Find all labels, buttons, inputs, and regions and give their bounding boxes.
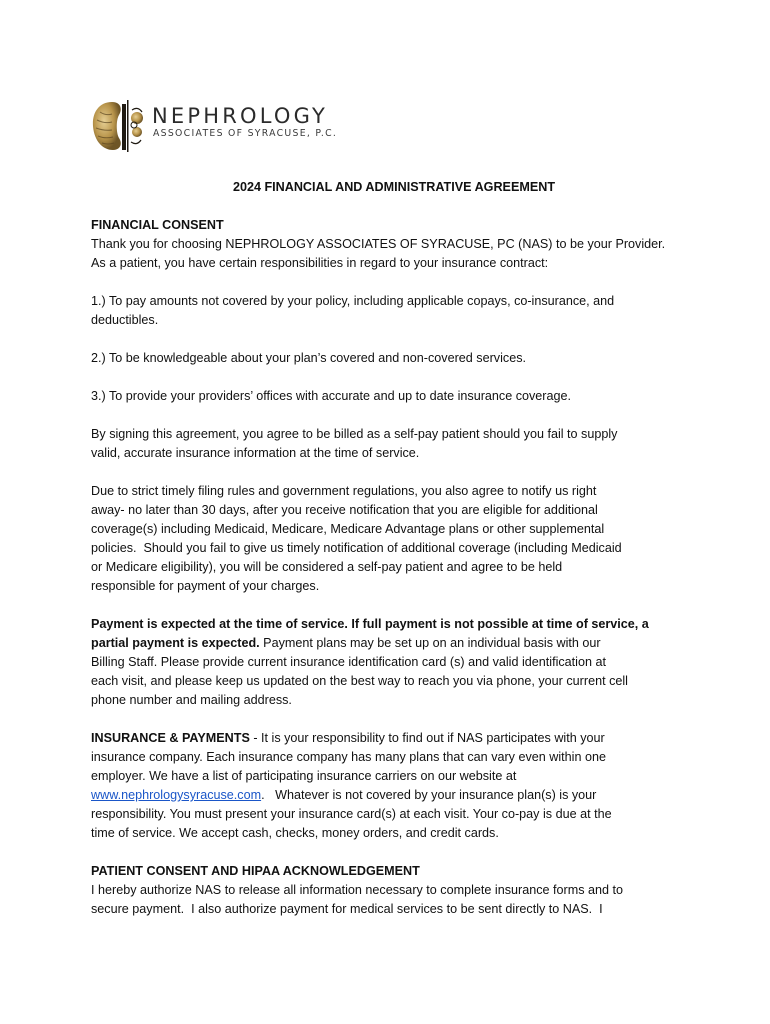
timely-filing-paragraph: or Medicare eligibility), you will be considered a self-pay patient and agree to be held	[91, 560, 563, 574]
insurance-paragraph	[91, 786, 691, 805]
insurance-paragraph: time of service. We accept cash, checks, money orders, and credit cards.	[91, 826, 499, 840]
insurance-paragraph	[91, 729, 691, 748]
payment-expected-bold: partial payment is expected.	[91, 636, 260, 650]
intro-line: Thank you for choosing NEPHROLOGY ASSOCIATES OF SYRACUSE, PC (NAS) to be your Provider.	[91, 237, 666, 251]
insurance-paragraph: employer. We have a list of participating insurance carriers on our website at	[91, 769, 517, 783]
kidney-logo-icon	[90, 98, 150, 154]
payment-paragraph: phone number and mailing address.	[91, 693, 292, 707]
timely-filing-paragraph: coverage(s) including Medicaid, Medicare, Medicare Advantage plans or other supplemental	[91, 522, 605, 536]
intro-line: As a patient, you have certain responsibilities in regard to your insurance contract:	[91, 256, 549, 270]
logo-subtitle: ASSOCIATES OF SYRACUSE, P.C.	[153, 128, 338, 139]
payment-expected-bold: Payment is expected at the time of service. If full payment is not possible at time of service, a	[91, 617, 649, 631]
document-body	[91, 178, 691, 919]
insurance-paragraph: responsibility. You must present your insurance card(s) at each visit. Your co-pay is due at the	[91, 807, 612, 821]
insurance-text: . Whatever is not covered by your insurance plan(s) is your	[261, 788, 597, 802]
payment-paragraph: each visit, and please keep us updated on the best way to reach you via phone, your current cell	[91, 674, 628, 688]
hipaa-paragraph: I hereby authorize NAS to release all information necessary to complete insurance forms and to	[91, 883, 624, 897]
timely-filing-paragraph: responsible for payment of your charges.	[91, 579, 320, 593]
responsibility-item-2: 2.) To be knowledgeable about your plan’s covered and non-covered services.	[91, 351, 526, 365]
hipaa-paragraph: secure payment. I also authorize payment for medical services to be sent directly to NAS. I	[91, 902, 603, 916]
payment-text: Payment plans may be set up on an individual basis with our	[259, 636, 601, 650]
company-logo	[90, 98, 338, 154]
logo-name: NEPHROLOGY	[152, 104, 329, 128]
insurance-paragraph: insurance company. Each insurance company has many plans that can vary even within one	[91, 750, 606, 764]
payment-paragraph: Billing Staff. Please provide current insurance identification card (s) and valid identification at	[91, 655, 606, 669]
selfpay-paragraph: By signing this agreement, you agree to be billed as a self-pay patient should you fail to supply	[91, 427, 618, 441]
document-title: 2024 FINANCIAL AND ADMINISTRATIVE AGREEMENT	[232, 180, 556, 194]
payment-paragraph	[91, 634, 691, 653]
hipaa-heading: PATIENT CONSENT AND HIPAA ACKNOWLEDGEMENT	[91, 864, 420, 878]
financial-consent-heading: FINANCIAL CONSENT	[91, 218, 224, 232]
responsibility-item-1-cont: deductibles.	[91, 313, 159, 327]
insurance-heading: INSURANCE & PAYMENTS	[91, 731, 250, 745]
insurance-text: - It is your responsibility to find out if NAS participates with your	[249, 731, 605, 745]
responsibility-item-3: 3.) To provide your providers’ offices with accurate and up to date insurance coverage.	[91, 389, 572, 403]
website-link[interactable]: www.nephrologysyracuse.com	[91, 788, 262, 802]
selfpay-paragraph: valid, accurate insurance information at the time of service.	[91, 446, 420, 460]
responsibility-item-1: 1.) To pay amounts not covered by your policy, including applicable copays, co-insurance, and	[91, 294, 615, 308]
timely-filing-paragraph: policies. Should you fail to give us timely notification of additional coverage (including Medicaid	[91, 541, 622, 555]
timely-filing-paragraph: away- no later than 30 days, after you receive notification that you are eligible for additional	[91, 503, 598, 517]
timely-filing-paragraph: Due to strict timely filing rules and government regulations, you also agree to notify us right	[91, 484, 597, 498]
